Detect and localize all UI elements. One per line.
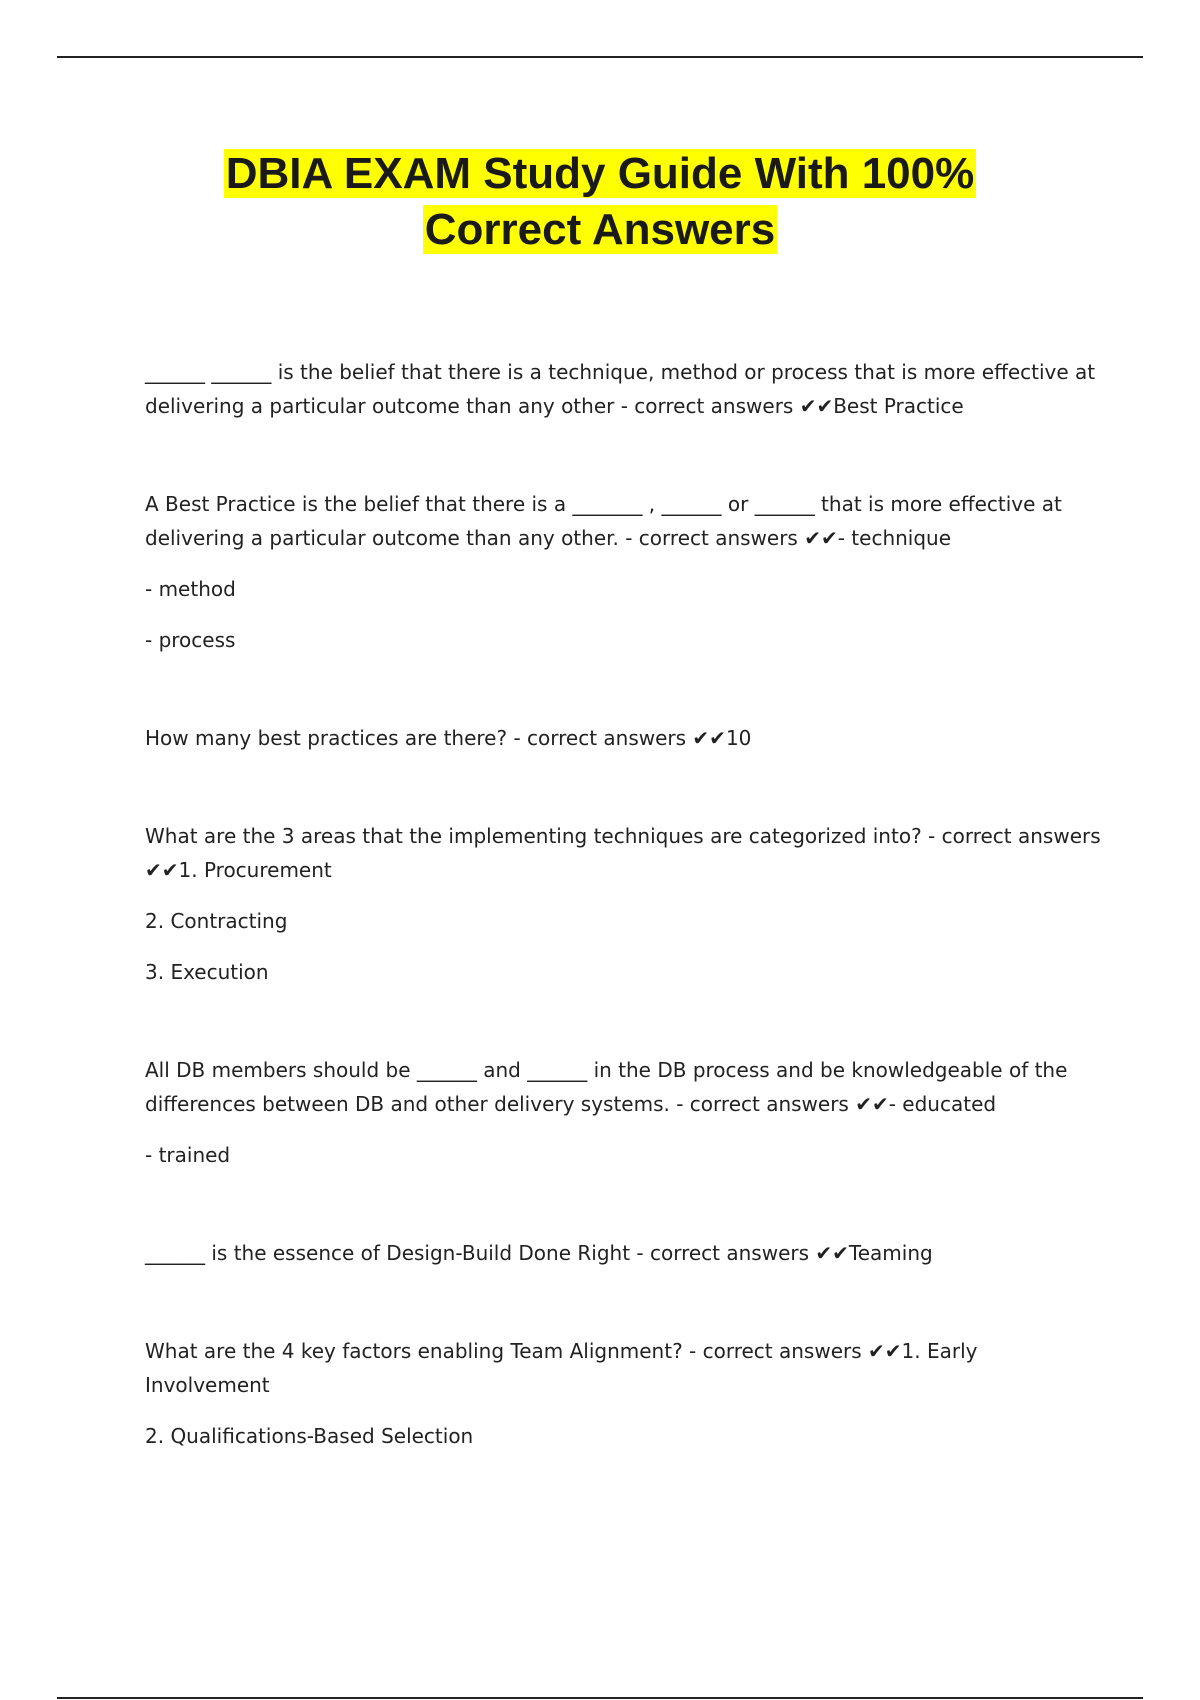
entry-answer-line: - method [145,577,236,601]
title-line-1: DBIA EXAM Study Guide With 100% [225,149,975,198]
entry-question: ______ ______ is the belief that there is a technique, method or process that is more effective at delivering a particular outcome than any other - correct answers ✔✔Best Practice [145,360,1102,418]
entry-question: A Best Practice is the belief that there is a _______ , ______ or ______ that is more effective at delivering a particular outcome than any other. - correct answers ✔✔- technique [145,492,1069,550]
title-line-2: Correct Answers [424,205,776,254]
top-rule [57,56,1143,58]
document-title [0,146,1200,258]
entry-question: All DB members should be ______ and ______ in the DB process and be knowledgeable of the differences between DB and other delivery systems. - correct answers ✔✔- educated [145,1058,1074,1116]
entry-answer-line: - trained [145,1143,231,1167]
entry-question: What are the 3 areas that the implementing techniques are categorized into? - correct answers ✔✔1. Procurement [145,824,1108,882]
bottom-rule [57,1697,1143,1699]
entry-question: How many best practices are there? - correct answers ✔✔10 [145,726,752,750]
entry-answer-line: 2. Contracting [145,909,288,933]
entry-question: ______ is the essence of Design-Build Done Right - correct answers ✔✔Teaming [145,1241,933,1265]
entry-answer-line: 2. Qualifications-Based Selection [145,1424,474,1448]
document-body [145,355,1108,1453]
entry-answer-line: - process [145,628,236,652]
entry-answer-line: 3. Execution [145,960,269,984]
entry-question: What are the 4 key factors enabling Team Alignment? - correct answers ✔✔1. Early Involvement [145,1339,984,1397]
